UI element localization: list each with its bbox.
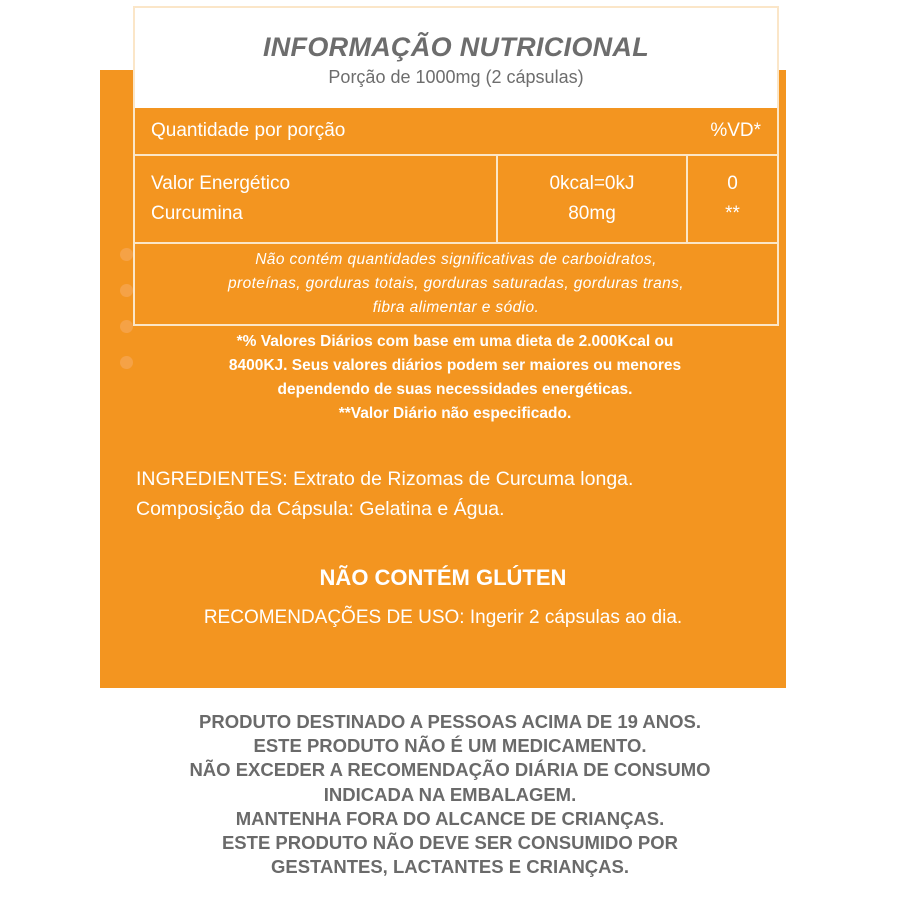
decor-dot: [120, 248, 133, 261]
header-quantity-label: Quantidade por porção: [151, 120, 346, 141]
note-line: proteínas, gorduras totais, gorduras saturadas, gorduras trans,: [228, 275, 684, 292]
warning-line: MANTENHA FORA DO ALCANCE DE CRIANÇAS.: [235, 807, 665, 829]
gluten-free-statement: NÃO CONTÉM GLÚTEN: [319, 565, 567, 590]
nutrient-name: Curcumina: [151, 203, 243, 224]
warning-line: ESTE PRODUTO NÃO DEVE SER CONSUMIDO POR: [221, 832, 679, 854]
warning-line: PRODUTO DESTINADO A PESSOAS ACIMA DE 19 ANOS.: [199, 711, 701, 732]
decor-dot: [120, 320, 133, 333]
serving-size: Porção de 1000mg (2 cápsulas): [328, 67, 584, 87]
ingredients-section: [136, 464, 786, 524]
nutrient-dv-column: [688, 156, 777, 242]
table-header-row: [135, 108, 777, 156]
daily-values-footnote: [140, 330, 770, 426]
nutrient-table: [135, 156, 777, 244]
ingredients-line: INGREDIENTES: Extrato de Rizomas de Curcuma longa.: [136, 468, 634, 490]
nutrient-name: Valor Energético: [151, 173, 291, 194]
note-line: Não contém quantidades significativas de carboidratos,: [255, 251, 657, 268]
nutrient-amount: 80mg: [568, 203, 616, 224]
insignificant-nutrients-note: [135, 244, 777, 324]
header-dv-label: %VD*: [710, 120, 761, 141]
nutrition-title: INFORMAÇÃO NUTRICIONAL: [262, 32, 650, 62]
footnote-line: *% Valores Diários com base em uma dieta de 2.000Kcal ou: [236, 333, 674, 350]
footnote-line: 8400KJ. Seus valores diários podem ser maiores ou menores: [228, 357, 682, 374]
warning-line: INDICADA NA EMBALAGEM.: [323, 783, 577, 805]
nutrient-amounts-column: [498, 156, 688, 242]
usage-recommendation: RECOMENDAÇÕES DE USO: Ingerir 2 cápsulas ao dia.: [203, 607, 683, 628]
capsule-composition-line: Composição da Cápsula: Gelatina e Água.: [136, 498, 505, 520]
nutrient-amount: 0kcal=0kJ: [549, 173, 635, 194]
nutrition-facts-box: [133, 6, 779, 326]
warning-line: NÃO EXCEDER A RECOMENDAÇÃO DIÁRIA DE CONSUMO: [189, 759, 711, 781]
footnote-line: dependendo de suas necessidades energéticas.: [277, 381, 633, 398]
nutrient-dv: **: [725, 203, 740, 224]
footnote-line: **Valor Diário não especificado.: [338, 405, 572, 422]
warning-line: GESTANTES, LACTANTES E CRIANÇAS.: [270, 856, 630, 878]
note-line: fibra alimentar e sódio.: [372, 299, 540, 316]
nutrition-title-area: [135, 8, 777, 108]
decor-dot: [120, 356, 133, 369]
nutrient-dv: 0: [727, 173, 738, 194]
decor-dot: [120, 284, 133, 297]
warnings-block: [60, 710, 840, 879]
warning-line: ESTE PRODUTO NÃO É UM MEDICAMENTO.: [253, 735, 647, 757]
decorative-dots: [100, 240, 136, 380]
nutrient-names-column: [135, 156, 498, 242]
